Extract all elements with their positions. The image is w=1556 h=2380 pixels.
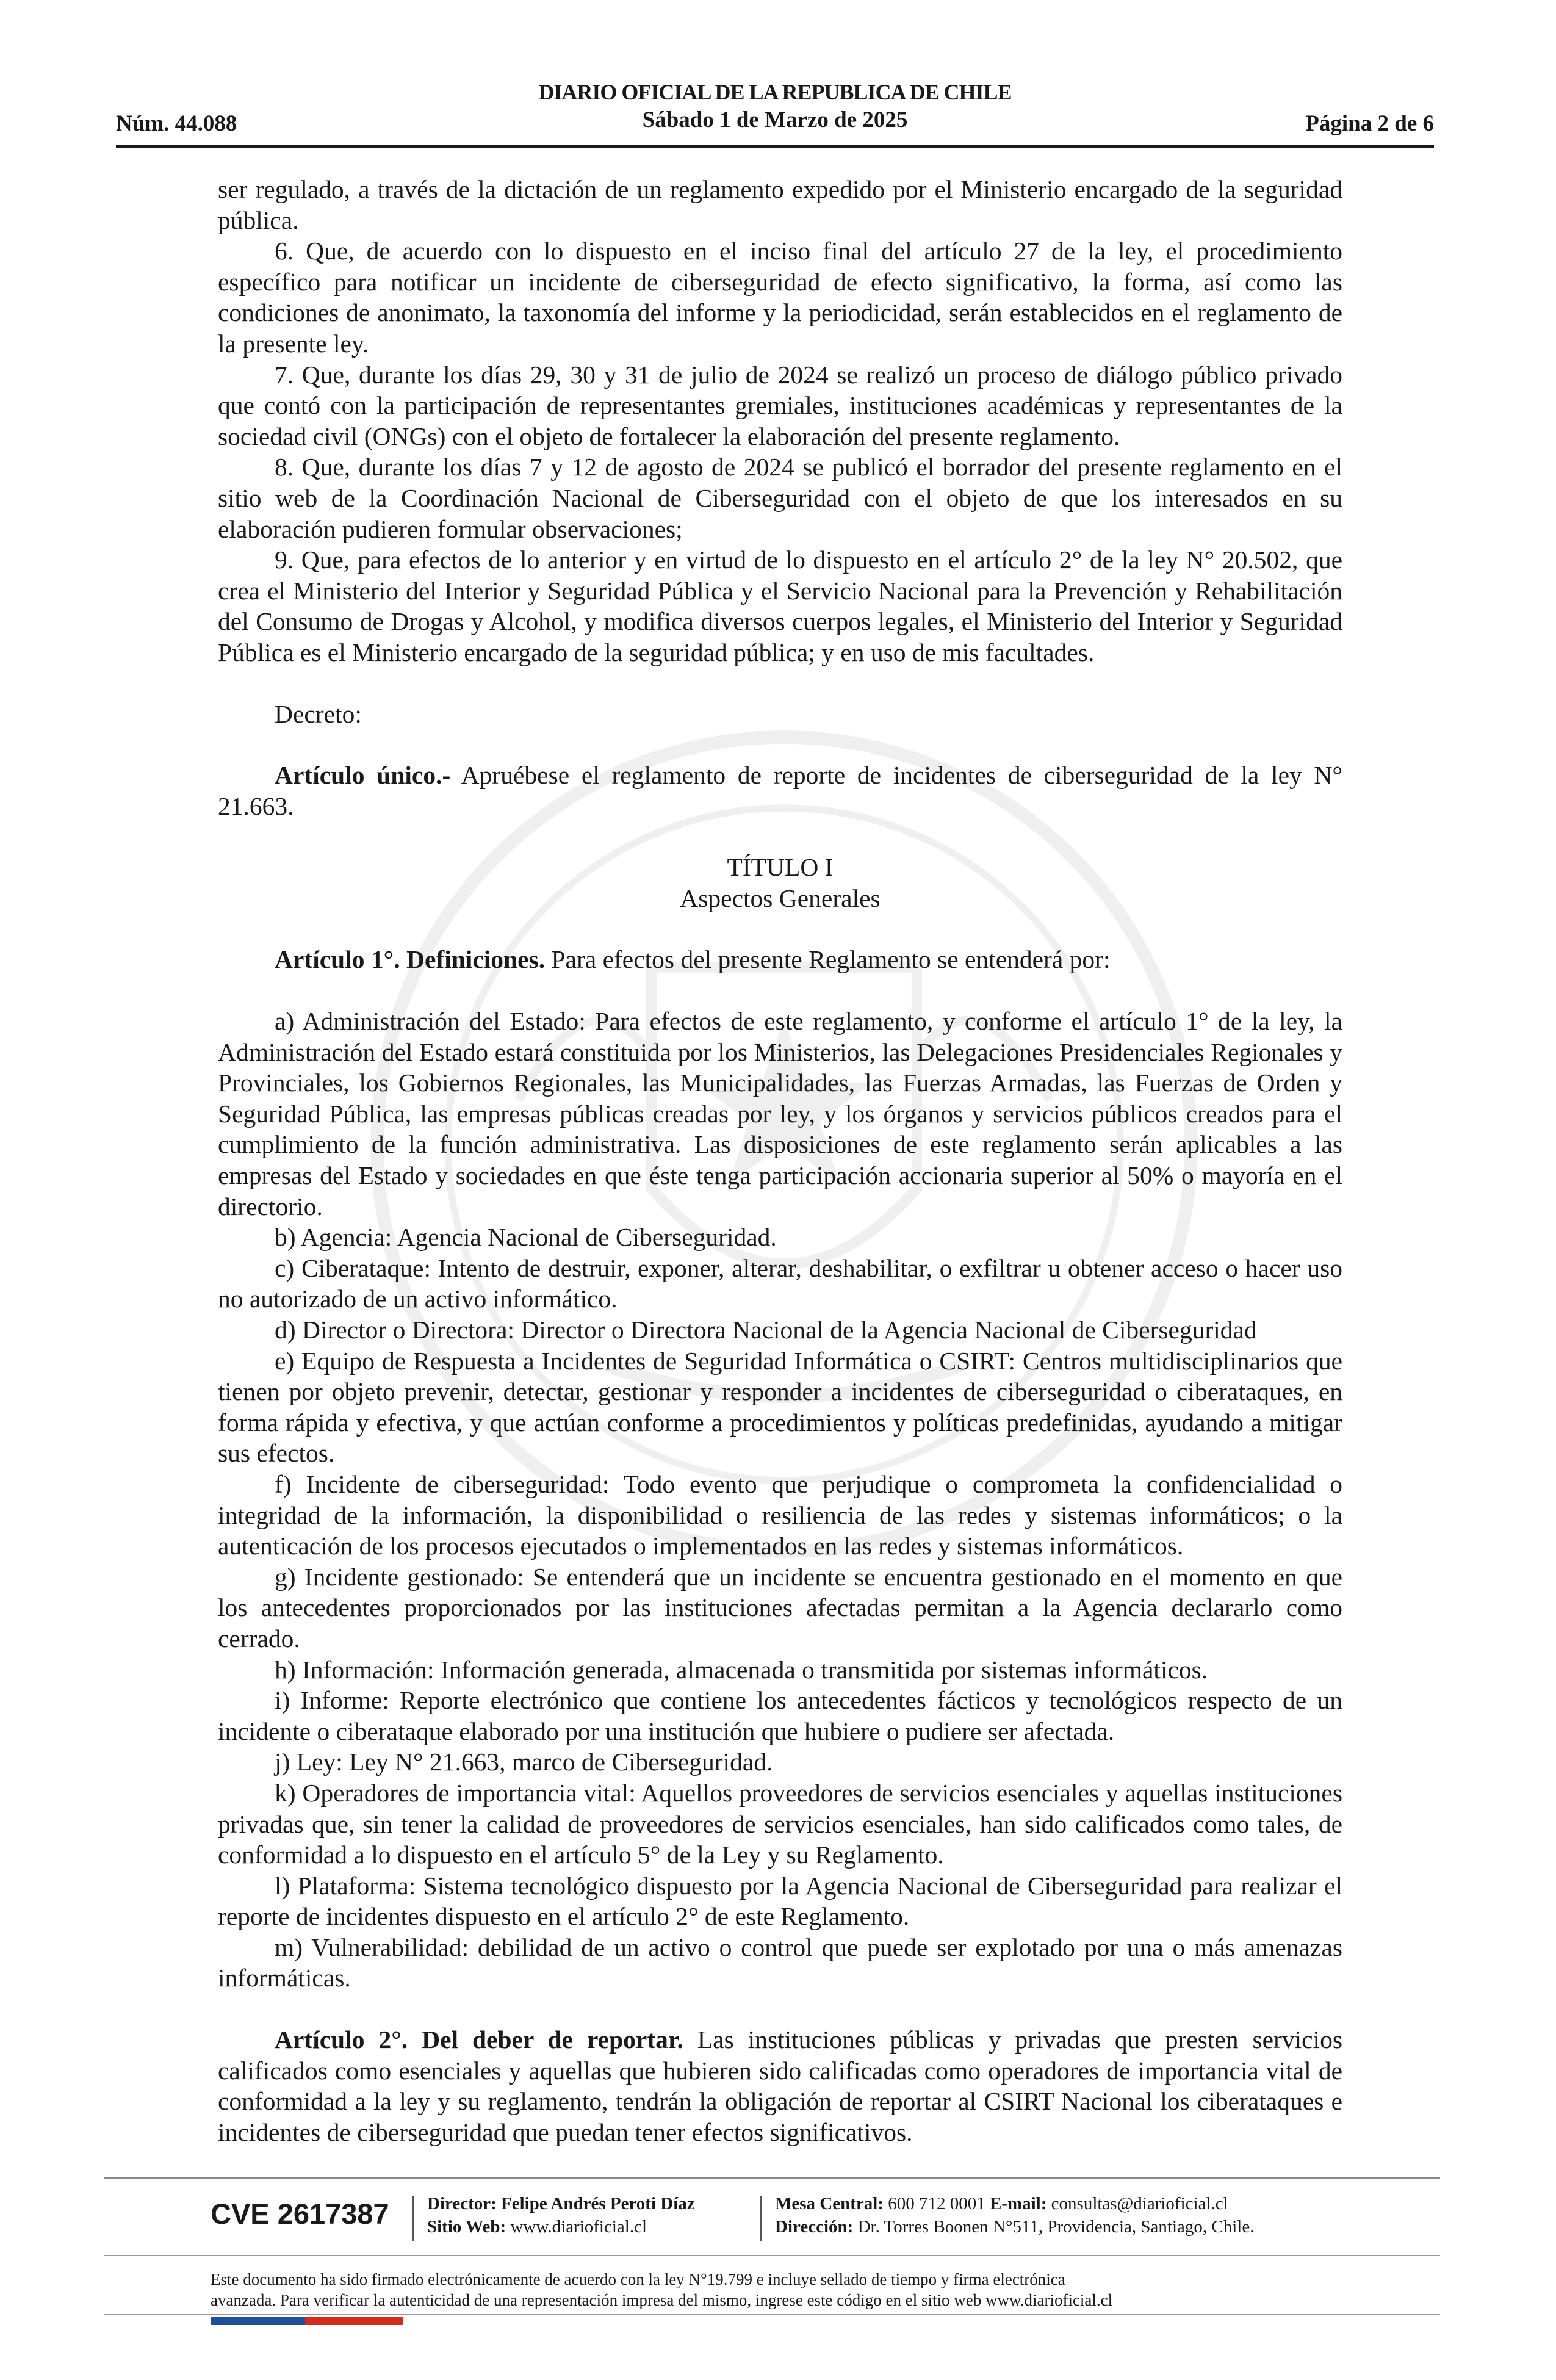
decreto-label: Decreto:	[275, 699, 362, 728]
page-number: Página 2 de 6	[1305, 111, 1434, 136]
titulo-subheading: Aspectos Generales	[680, 884, 881, 912]
titulo-heading: TÍTULO I	[727, 853, 834, 882]
legal-notice	[211, 2269, 1370, 2310]
direccion-label: Dirección:	[775, 2217, 854, 2237]
email-link[interactable]: consultas@diarioficial.cl	[1051, 2194, 1228, 2213]
definition-i: i) Informe: Reporte electrónico que contiene los antecedentes fácticos y tecnológicos respecto de un incidente o ciberataque elaborado por una institución que hubiere o pudiere ser afectada.	[218, 1686, 1342, 1745]
definition-l: l) Plataforma: Sistema tecnológico dispuesto por la Agencia Nacional de Ciberseguridad para realizar el reporte de incidentes dispuesto en el artículo 2° de este Reglamento.	[218, 1871, 1342, 1931]
publication-date: Sábado 1 de Marzo de 2025	[642, 107, 908, 132]
flag-red-segment	[305, 2317, 403, 2325]
issue-number: Núm. 44.088	[116, 111, 237, 136]
definition-e: e) Equipo de Respuesta a Incidentes de Seguridad Informática o CSIRT: Centros multidisciplinarios que tienen por objeto prevenir, detectar, gestionar y responder a incidentes de ciberseguridad o ciberataques, en forma rápida y efectiva, y que actúan conforme a procedimientos y políticas predefinidas, ayudando a mitigar sus efectos.	[218, 1346, 1342, 1468]
flag-color-bar	[211, 2317, 403, 2325]
legal-notice-line-1: Este documento ha sido firmado electrónicamente de acuerdo con la ley N°19.799 e incluye sellado de tiempo y firma electrónica	[211, 2270, 1065, 2288]
cve-code: CVE 2617387	[211, 2198, 389, 2230]
paragraph-6: 6. Que, de acuerdo con lo dispuesto en el inciso final del artículo 27 de la ley, el procedimiento específico para notificar un incidente de ciberseguridad de efecto significativo, la forma, así como las condiciones de anonimato, la taxonomía del informe y la periodicidad, serán establecidos en el reglamento de la presente ley.	[218, 237, 1342, 358]
footer-divider-top	[104, 2177, 1440, 2179]
articulo-2	[218, 2024, 1342, 2147]
articulo-1	[218, 944, 1342, 975]
director-label: Director:	[427, 2194, 497, 2213]
articulo-unico-title: Artículo único.-	[275, 761, 451, 790]
articulo-unico	[218, 760, 1342, 821]
definition-g: g) Incidente gestionado: Se entenderá que un incidente se encuentra gestionado en el momento en que los antecedentes proporcionados por las instituciones afectadas permitan a la Agencia declararlo como cerrado.	[218, 1562, 1342, 1653]
paragraph-8: 8. Que, durante los días 7 y 12 de agosto de 2024 se publicó el borrador del presente reglamento en el sitio web de la Coordinación Nacional de Ciberseguridad con el objeto de que los interesados en su elaboración pudieren formular observaciones;	[218, 453, 1342, 543]
definition-j: j) Ley: Ley N° 21.663, marco de Ciberseguridad.	[275, 1748, 773, 1776]
definition-b: b) Agencia: Agencia Nacional de Ciberseguridad.	[275, 1223, 777, 1252]
document-body	[218, 174, 1342, 2147]
definition-c: c) Ciberataque: Intento de destruir, exponer, alterar, deshabilitar, o exfiltrar u obtener acceso o hacer uso no autorizado de un activo informático.	[218, 1253, 1342, 1313]
footer-contact-column	[775, 2192, 1254, 2238]
page-header	[116, 78, 1434, 148]
web-link[interactable]: www.diarioficial.cl	[510, 2217, 647, 2237]
definition-m: m) Vulnerabilidad: debilidad de un activo o control que puede ser explotado por una o más amenazas informáticas.	[218, 1933, 1342, 1992]
paragraph-9: 9. Que, para efectos de lo anterior y en virtud de lo dispuesto en el artículo 2° de la ley N° 20.502, que crea el Ministerio del Interior y Seguridad Pública y el Servicio Nacional para la Prevención y Rehabilitación del Consumo de Drogas y Alcohol, y modifica diversos cuerpos legales, el Ministerio del Interior y Seguridad Pública es el Ministerio encargado de la seguridad pública; y en uso de mis facultades.	[218, 546, 1342, 666]
footer-separator	[412, 2196, 414, 2241]
definition-a: a) Administración del Estado: Para efectos de este reglamento, y conforme el artículo 1° de la ley, la Administración del Estado estará constituida por los Ministerios, las Delegaciones Presidenciales Regionales y Provinciales, los Gobiernos Regionales, las Municipalidades, las Fuerzas Armadas, las Fuerzas de Orden y Seguridad Pública, las empresas públicas creadas por ley, y los órganos y servicios públicos creados para el cumplimiento de la función administrativa. Las disposiciones de este reglamento serán aplicables a las empresas del Estado y sociedades en que éste tenga participación accionaria superior al 50% o mayoría en el directorio.	[218, 1007, 1342, 1221]
definition-h: h) Información: Información generada, almacenada o transmitida por sistemas informáticos.	[275, 1655, 1208, 1684]
definition-d: d) Director o Directora: Director o Directora Nacional de la Agencia Nacional de Ciberseguridad	[275, 1316, 1257, 1344]
articulo-2-text: Las instituciones públicas y privadas que presten servicios calificados como esenciales y aquellas que hubieren sido calificadas como operadores de importancia vital de conformidad a la ley y su reglamento, tendrán la obligación de reportar al CSIRT Nacional los ciberataques e incidentes de ciberseguridad que puedan tener efectos significativos.	[218, 2025, 1342, 2146]
director-name: Felipe Andrés Peroti Díaz	[501, 2194, 695, 2213]
legal-notice-line-2: avanzada. Para verificar la autenticidad de una representación impresa del mismo, ingrese este código en el sitio web www.diarioficial.cl	[211, 2291, 1113, 2309]
footer-separator	[760, 2196, 762, 2241]
header-center	[116, 78, 1434, 134]
articulo-1-title: Artículo 1°. Definiciones.	[275, 945, 546, 974]
definition-k: k) Operadores de importancia vital: Aquellos proveedores de servicios esenciales y aquellas instituciones privadas que, sin tener la calidad de proveedores de servicios esenciales, han sido calificados como tales, de conformidad a lo dispuesto en el artículo 5° de la Ley y su Reglamento.	[218, 1778, 1342, 1869]
articulo-2-title: Artículo 2°. Del deber de reportar.	[275, 2025, 683, 2054]
footer-divider-middle	[104, 2255, 1440, 2256]
web-label: Sitio Web:	[427, 2217, 506, 2237]
footer-director-column	[427, 2192, 695, 2238]
page-footer	[104, 2185, 1440, 2264]
email-label: E-mail:	[989, 2194, 1047, 2213]
publication-title: DIARIO OFICIAL DE LA REPUBLICA DE CHILE	[538, 80, 1012, 104]
paragraph-continued: ser regulado, a través de la dictación de un reglamento expedido por el Ministerio encargado de la seguridad pública.	[218, 175, 1342, 234]
paragraph-7: 7. Que, durante los días 29, 30 y 31 de julio de 2024 se realizó un proceso de diálogo público privado que contó con la participación de representantes gremiales, instituciones académicas y representantes de la sociedad civil (ONGs) con el objeto de fortalecer la elaboración del presente reglamento.	[218, 360, 1342, 450]
mesa-label: Mesa Central:	[775, 2194, 884, 2213]
footer-divider-bottom	[104, 2314, 1440, 2315]
definition-f: f) Incidente de ciberseguridad: Todo evento que perjudique o comprometa la confidencialidad o integridad de la información, la disponibilidad o resiliencia de las redes y sistemas informáticos; o la autenticación de los procesos ejecutados o implementados en las redes y sistemas informáticos.	[218, 1469, 1342, 1560]
flag-blue-segment	[211, 2317, 305, 2325]
articulo-1-text: Para efectos del presente Reglamento se entenderá por:	[545, 945, 1111, 974]
direccion-value: Dr. Torres Boonen N°511, Providencia, Santiago, Chile.	[857, 2217, 1255, 2237]
mesa-phone: 600 712 0001	[888, 2194, 985, 2213]
articulo-unico-text: Apruébese el reglamento de reporte de incidentes de ciberseguridad de la ley N° 21.663.	[218, 761, 1342, 820]
